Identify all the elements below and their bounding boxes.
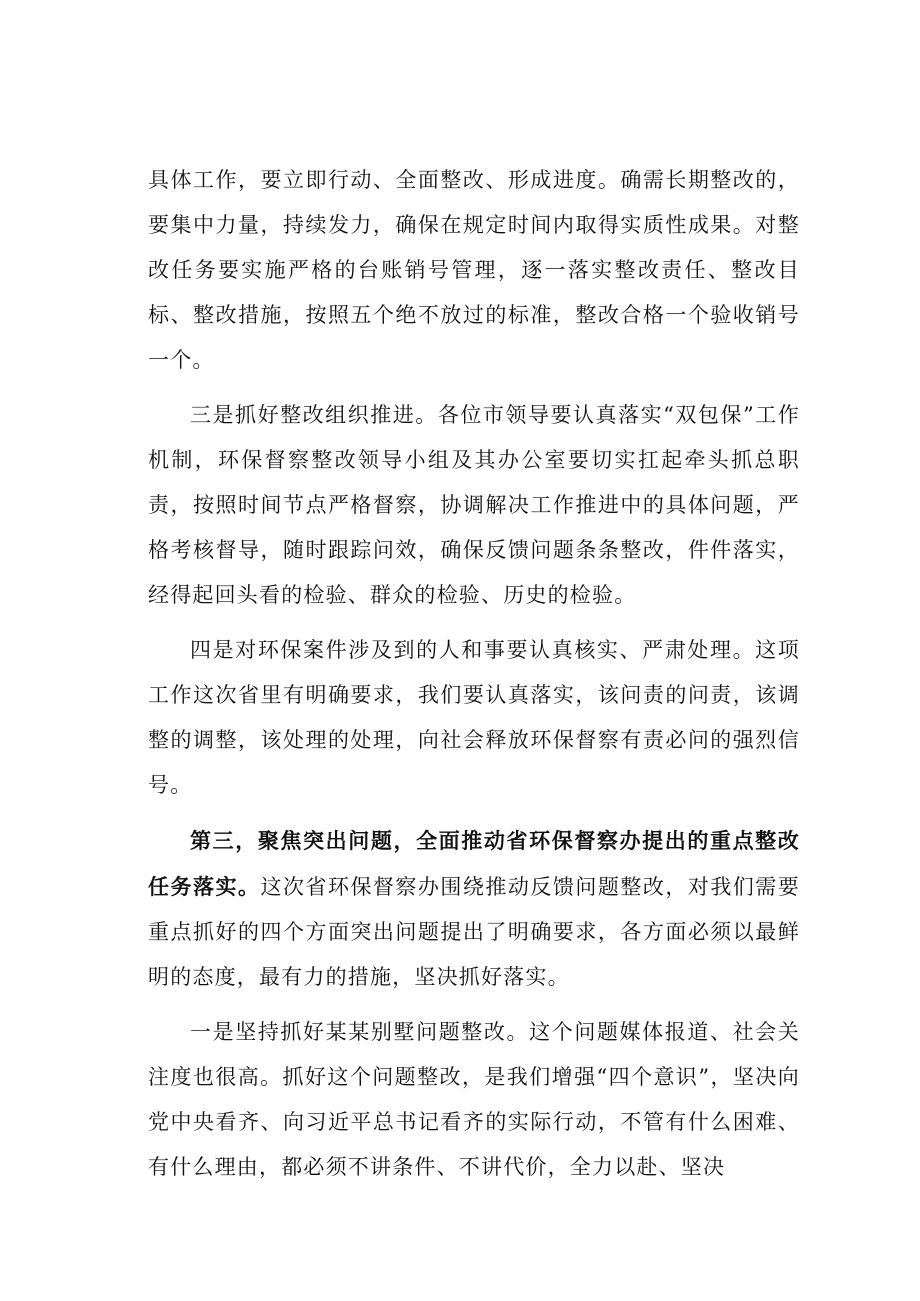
document-page: [148, 158, 800, 1200]
paragraph-3-text: 四是对环保案件涉及到的人和事要认真核实、严肃处理。这项工作这次省里有明确要求，我们要认真落实，该问责的问责，该调整的调整，该处理的处理，向社会释放环保督察有责必问的强烈信号。: [148, 638, 800, 797]
paragraph-1-text: 具体工作，要立即行动、全面整改、形成进度。确需长期整改的，要集中力量，持续发力，确保在规定时间内取得实质性成果。对整改任务要实施严格的台账销号管理，逐一落实整改责任、整改目标、整改措施，按照五个绝不放过的标准，整改合格一个验收销号一个。: [148, 168, 800, 372]
paragraph-4: [148, 818, 800, 1000]
paragraph-4-bold-heading: 第三，聚焦突出问题，全面推动省环保督察办提出的重点整改任务落实。: [148, 828, 800, 899]
paragraph-1: [148, 158, 800, 383]
paragraph-2: [148, 393, 800, 618]
paragraph-5: [148, 1010, 800, 1190]
paragraph-4-text: 这次省环保督察办围绕推动反馈问题整改，对我们需要重点抓好的四个方面突出问题提出了明确要求，各方面必须以最鲜明的态度，最有力的措施，坚决抓好落实。: [148, 875, 800, 989]
paragraph-5-text: 一是坚持抓好某某别墅问题整改。这个问题媒体报道、社会关注度也很高。抓好这个问题整改，是我们增强“四个意识”，坚决向党中央看齐、向习近平总书记看齐的实际行动，不管有什么困难、有什么理由，都必须不讲条件、不讲代价，全力以赴、坚决: [148, 1020, 800, 1179]
paragraph-3: [148, 628, 800, 808]
paragraph-2-text: 三是抓好整改组织推进。各位市领导要认真落实“双包保”工作机制，环保督察整改领导小组及其办公室要切实扛起牵头抓总职责，按照时间节点严格督察，协调解决工作推进中的具体问题，严格考核督导，随时跟踪问效，确保反馈问题条条整改，件件落实，经得起回头看的检验、群众的检验、历史的检验。: [148, 403, 800, 607]
